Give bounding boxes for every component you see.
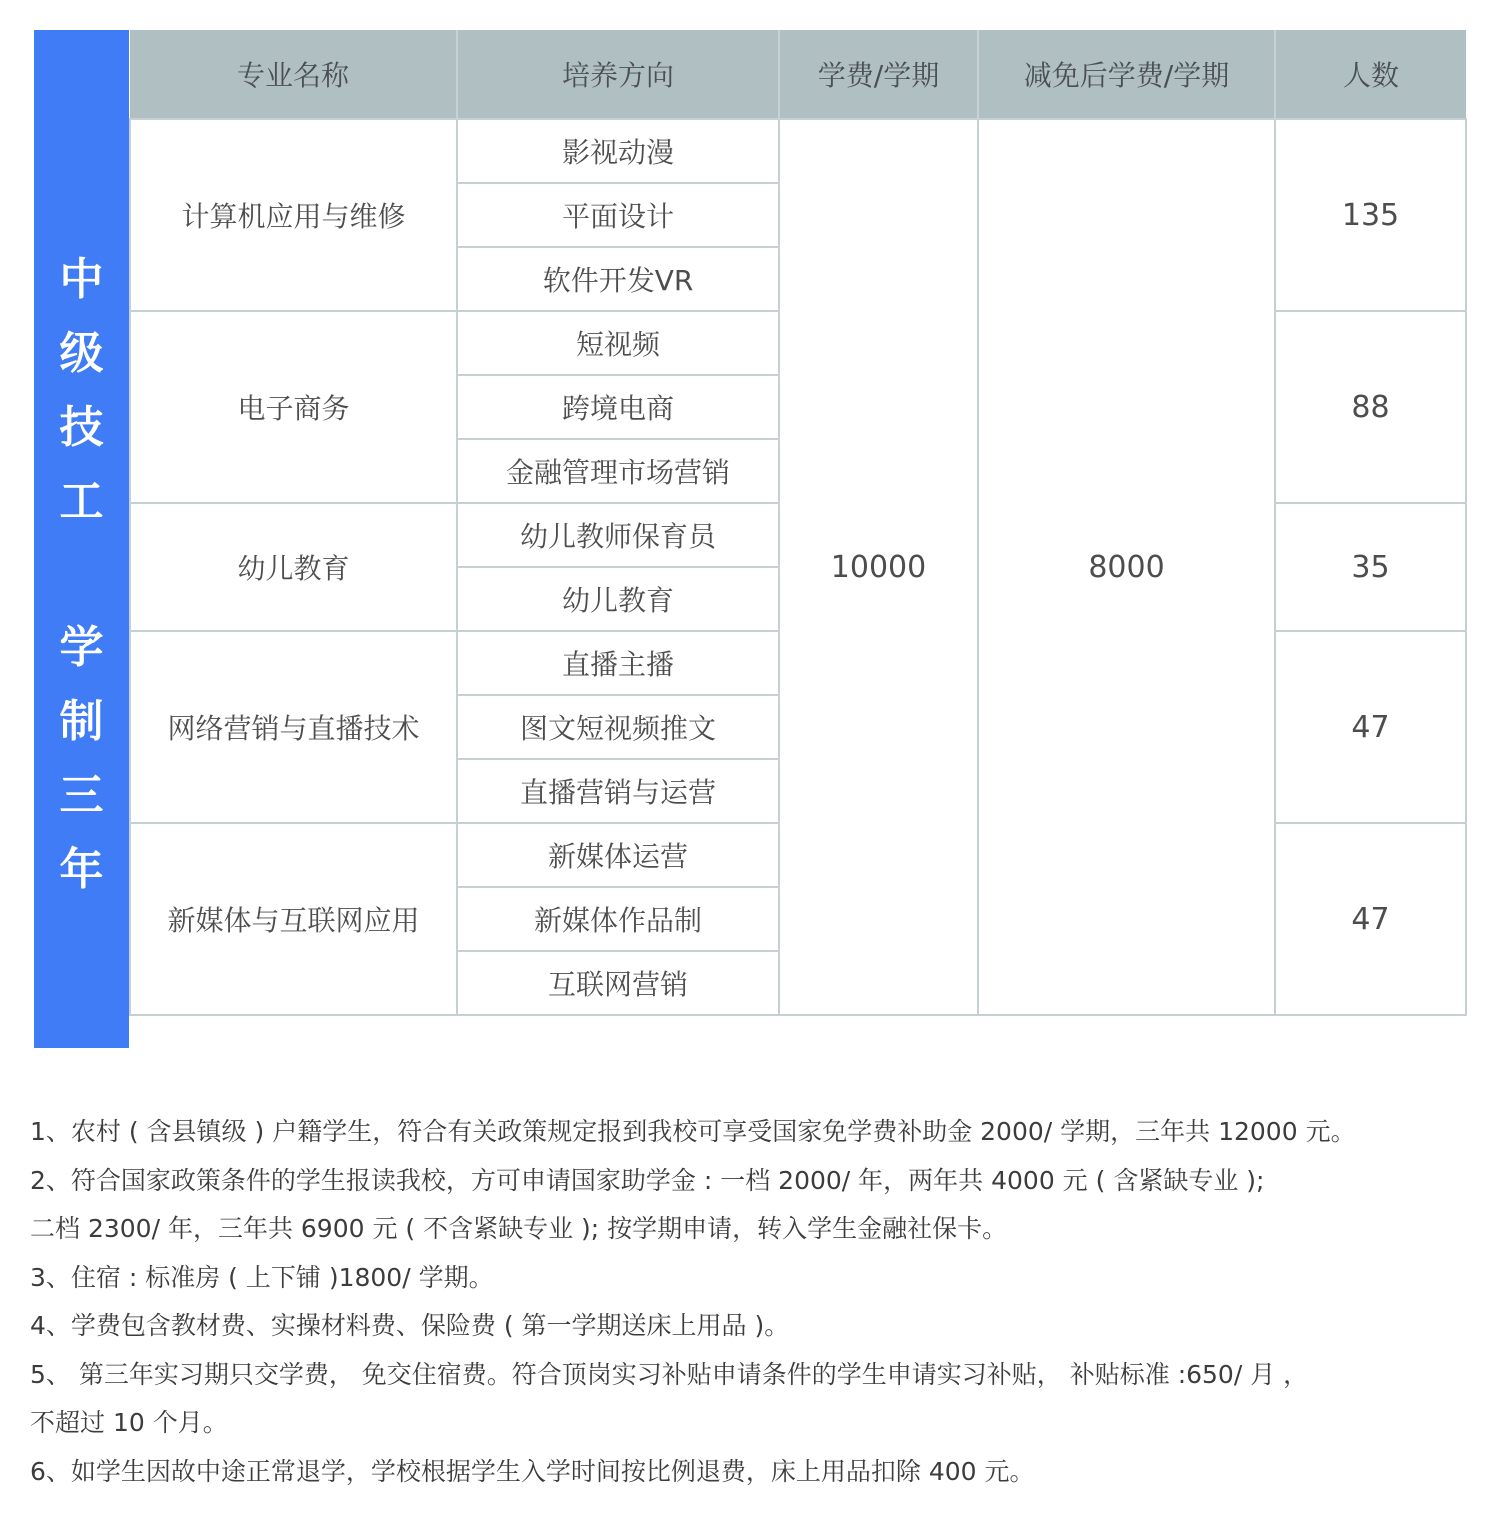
direction-cell: 金融管理市场营销 xyxy=(457,439,779,503)
reduced-fee-cell: 8000 xyxy=(978,119,1275,1015)
major-name: 新媒体与互联网应用 xyxy=(130,823,457,1015)
side-label-char: 学 xyxy=(59,622,104,673)
note-line: 6、如学生因故中途正常退学，学校根据学生入学时间按比例退费，床上用品扣除 400 元。 xyxy=(30,1456,1035,1486)
note-line: 2、符合国家政策条件的学生报读我校，方可申请国家助学金 : 一档 2000/ 年，两年共 4000 元 ( 含紧缺专业 ); xyxy=(30,1165,1265,1195)
major-name: 计算机应用与维修 xyxy=(130,119,457,311)
side-label-char: 制 xyxy=(59,696,104,747)
side-label-char: 工 xyxy=(59,476,104,527)
side-label-char: 技 xyxy=(59,402,104,453)
direction-cell: 直播营销与运营 xyxy=(457,759,779,823)
program-side-label xyxy=(34,30,129,1048)
direction-cell: 幼儿教师保育员 xyxy=(457,503,779,567)
note-line: 4、学费包含教材费、实操材料费、保险费 ( 第一学期送床上用品 )。 xyxy=(30,1311,790,1340)
count-cell: 47 xyxy=(1275,823,1466,1015)
major-name: 网络营销与直播技术 xyxy=(130,631,457,823)
header-fee: 学费/学期 xyxy=(779,30,978,119)
direction-cell: 短视频 xyxy=(457,311,779,375)
direction-cell: 影视动漫 xyxy=(457,119,779,183)
direction-cell: 跨境电商 xyxy=(457,375,779,439)
table-header-row xyxy=(130,30,1466,119)
direction-cell: 软件开发VR xyxy=(457,247,779,311)
side-label-char: 三 xyxy=(59,770,104,821)
note-line: 1、农村 ( 含县镇级 ) 户籍学生，符合有关政策规定报到我校可享受国家免学费补助金 2000/ 学期，三年共 12000 元。 xyxy=(30,1117,1356,1146)
side-label-char: 中 xyxy=(59,254,104,305)
note-line: 3、住宿 : 标准房 ( 上下铺 )1800/ 学期。 xyxy=(30,1262,494,1292)
direction-cell: 图文短视频推文 xyxy=(457,695,779,759)
direction-cell: 新媒体运营 xyxy=(457,823,779,887)
count-cell: 47 xyxy=(1275,631,1466,823)
fee-cell: 10000 xyxy=(779,119,978,1015)
header-major-name: 专业名称 xyxy=(130,30,457,119)
tuition-table xyxy=(129,30,1467,1016)
side-label-char: 级 xyxy=(59,328,104,379)
note-line: 二档 2300/ 年，三年共 6900 元 ( 不含紧缺专业 ); 按学期申请，转入学生金融社保卡。 xyxy=(30,1214,1008,1243)
table-row xyxy=(130,119,1466,183)
header-count: 人数 xyxy=(1275,30,1466,119)
direction-cell: 幼儿教育 xyxy=(457,567,779,631)
direction-cell: 新媒体作品制 xyxy=(457,887,779,951)
count-cell: 35 xyxy=(1275,503,1466,631)
direction-cell: 平面设计 xyxy=(457,183,779,247)
side-label-char: 年 xyxy=(59,844,104,895)
direction-cell: 直播主播 xyxy=(457,631,779,695)
note-line: 5、 第三年实习期只交学费， 免交住宿费。符合顶岗实习补贴申请条件的学生申请实习补贴， 补贴标准 :650/ 月 ， xyxy=(30,1359,1309,1389)
direction-cell: 互联网营销 xyxy=(457,951,779,1015)
notes-section xyxy=(30,1108,1480,1496)
header-direction: 培养方向 xyxy=(457,30,779,119)
header-reduced-fee: 减免后学费/学期 xyxy=(978,30,1275,119)
note-line: 不超过 10 个月。 xyxy=(30,1408,228,1437)
count-cell: 88 xyxy=(1275,311,1466,503)
major-name: 幼儿教育 xyxy=(130,503,457,631)
major-name: 电子商务 xyxy=(130,311,457,503)
count-cell: 135 xyxy=(1275,119,1466,311)
